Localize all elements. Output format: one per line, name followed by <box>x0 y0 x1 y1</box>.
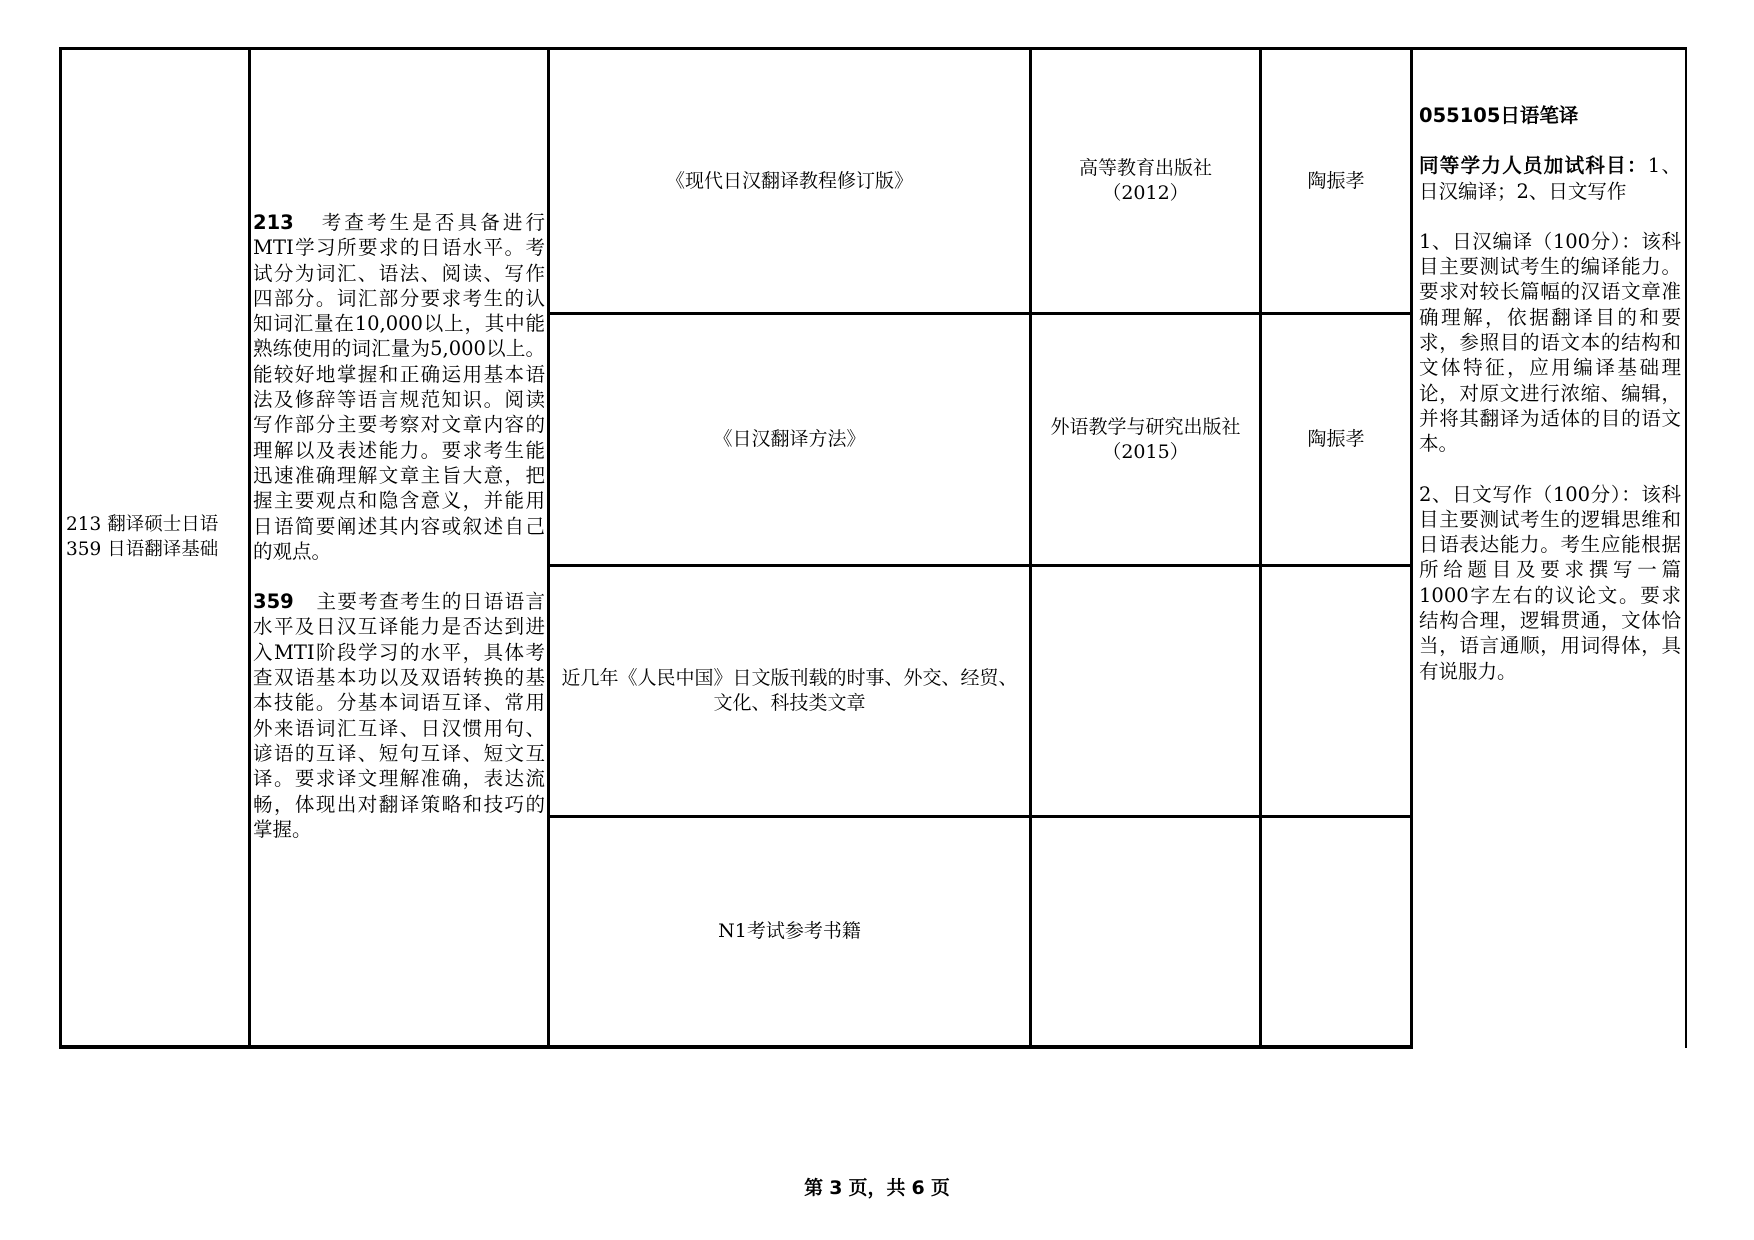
book-title-1: 《现代日汉翻译教程修订版》 <box>665 169 913 192</box>
extra-subjects-text: 1、日汉编译；2、日文写作 <box>1419 154 1681 203</box>
publisher-year: （2012） <box>1102 182 1189 204</box>
book-author-3 <box>1262 567 1410 815</box>
footer-prefix: 第 <box>804 1177 824 1199</box>
exam-213-code: 213 <box>253 211 294 234</box>
exam-213-description <box>253 210 545 564</box>
exam-359-description <box>253 589 545 842</box>
extra-subject-1: 1、日汉编译（100分）：该科目主要测试考生的编译能力。要求对较长篇幅的汉语文章准确理解，依据翻译目的和要求，参照目的语文本的结构和文体特征，应用编译基础理论，对原文进行浓缩、编辑，并将其翻译为适体的目的语文本。 <box>1419 229 1681 456</box>
book-author-1: 陶振孝 <box>1307 169 1365 192</box>
program-title: 055105日语笔译 <box>1419 104 1579 127</box>
page-footer <box>0 1173 1754 1200</box>
program-notes <box>1419 103 1681 709</box>
table-bottom-border <box>59 1045 1413 1049</box>
table-right-border <box>1685 47 1687 1048</box>
extra-subject-2: 2、日文写作（100分）：该科目主要测试考生的逻辑思维和日语表达能力。考生应能根据所给题目及要求撰写一篇1000字左右的议论文。要求结构合理，逻辑贯通，文体恰当，语言通顺，用词得体，具有说服力。 <box>1419 482 1681 683</box>
extra-subjects <box>1419 153 1681 204</box>
col-divider-5 <box>1410 47 1413 1049</box>
publisher-name: 高等教育出版社 <box>1078 157 1212 179</box>
book-title-2: 《日汉翻译方法》 <box>713 428 866 450</box>
book-author-2: 陶振孝 <box>1307 428 1365 450</box>
page-number: 3 <box>829 1177 843 1199</box>
footer-middle: 页，共 <box>848 1177 906 1199</box>
col-divider-1 <box>248 47 251 1049</box>
subject-codes <box>66 512 246 562</box>
extra-subjects-label: 同等学力人员加试科目： <box>1419 154 1648 178</box>
book-publisher-4 <box>1032 818 1259 1045</box>
book-title-4: N1考试参考书籍 <box>718 920 861 942</box>
publisher-year: （2015） <box>1102 440 1189 463</box>
exam-359-code: 359 <box>253 590 294 614</box>
book-title-3: 近几年《人民中国》日文版刊载的时事、外交、经贸、文化、科技类文章 <box>561 667 1018 714</box>
book-publisher-3 <box>1032 567 1259 815</box>
exam-213-text: 考查考生是否具备进行MTI学习所要求的日语水平。考试分为词汇、语法、阅读、写作四部分。词汇部分要求考生的认知词汇量在10,000以上，其中能熟练使用的词汇量为5,000以上。能较好地掌握和正确运用基本语法及修辞等语言规范知识。阅读写作部分主要考察对文章内容的理解以及表述能力。要求考生能迅速准确理解文章主旨大意，把握主要观点和隐含意义，并能用日语简要阐述其内容或叙述自己的观点。 <box>253 211 545 563</box>
exam-description <box>253 210 545 867</box>
footer-suffix: 页 <box>930 1177 950 1199</box>
subject-code-213: 213 翻译硕士日语 <box>66 514 219 535</box>
book-publisher-2 <box>1032 315 1259 564</box>
table-left-border <box>59 47 62 1049</box>
subject-code-359: 359 日语翻译基础 <box>66 539 219 560</box>
total-pages: 6 <box>911 1177 925 1199</box>
book-author-4 <box>1262 818 1410 1045</box>
book-publisher-1 <box>1032 50 1259 312</box>
exam-359-text: 主要考查考生的日语语言水平及日汉互译能力是否达到进入MTI阶段学习的水平，具体考查双语基本功以及双语转换的基本技能。分基本词语互译、常用外来语词汇互译、日汉惯用句、谚语的互译、短句互译、短文互译。要求译文理解准确，表达流畅，体现出对翻译策略和技巧的掌握。 <box>253 590 545 841</box>
publisher-name: 外语教学与研究出版社 <box>1050 415 1241 438</box>
